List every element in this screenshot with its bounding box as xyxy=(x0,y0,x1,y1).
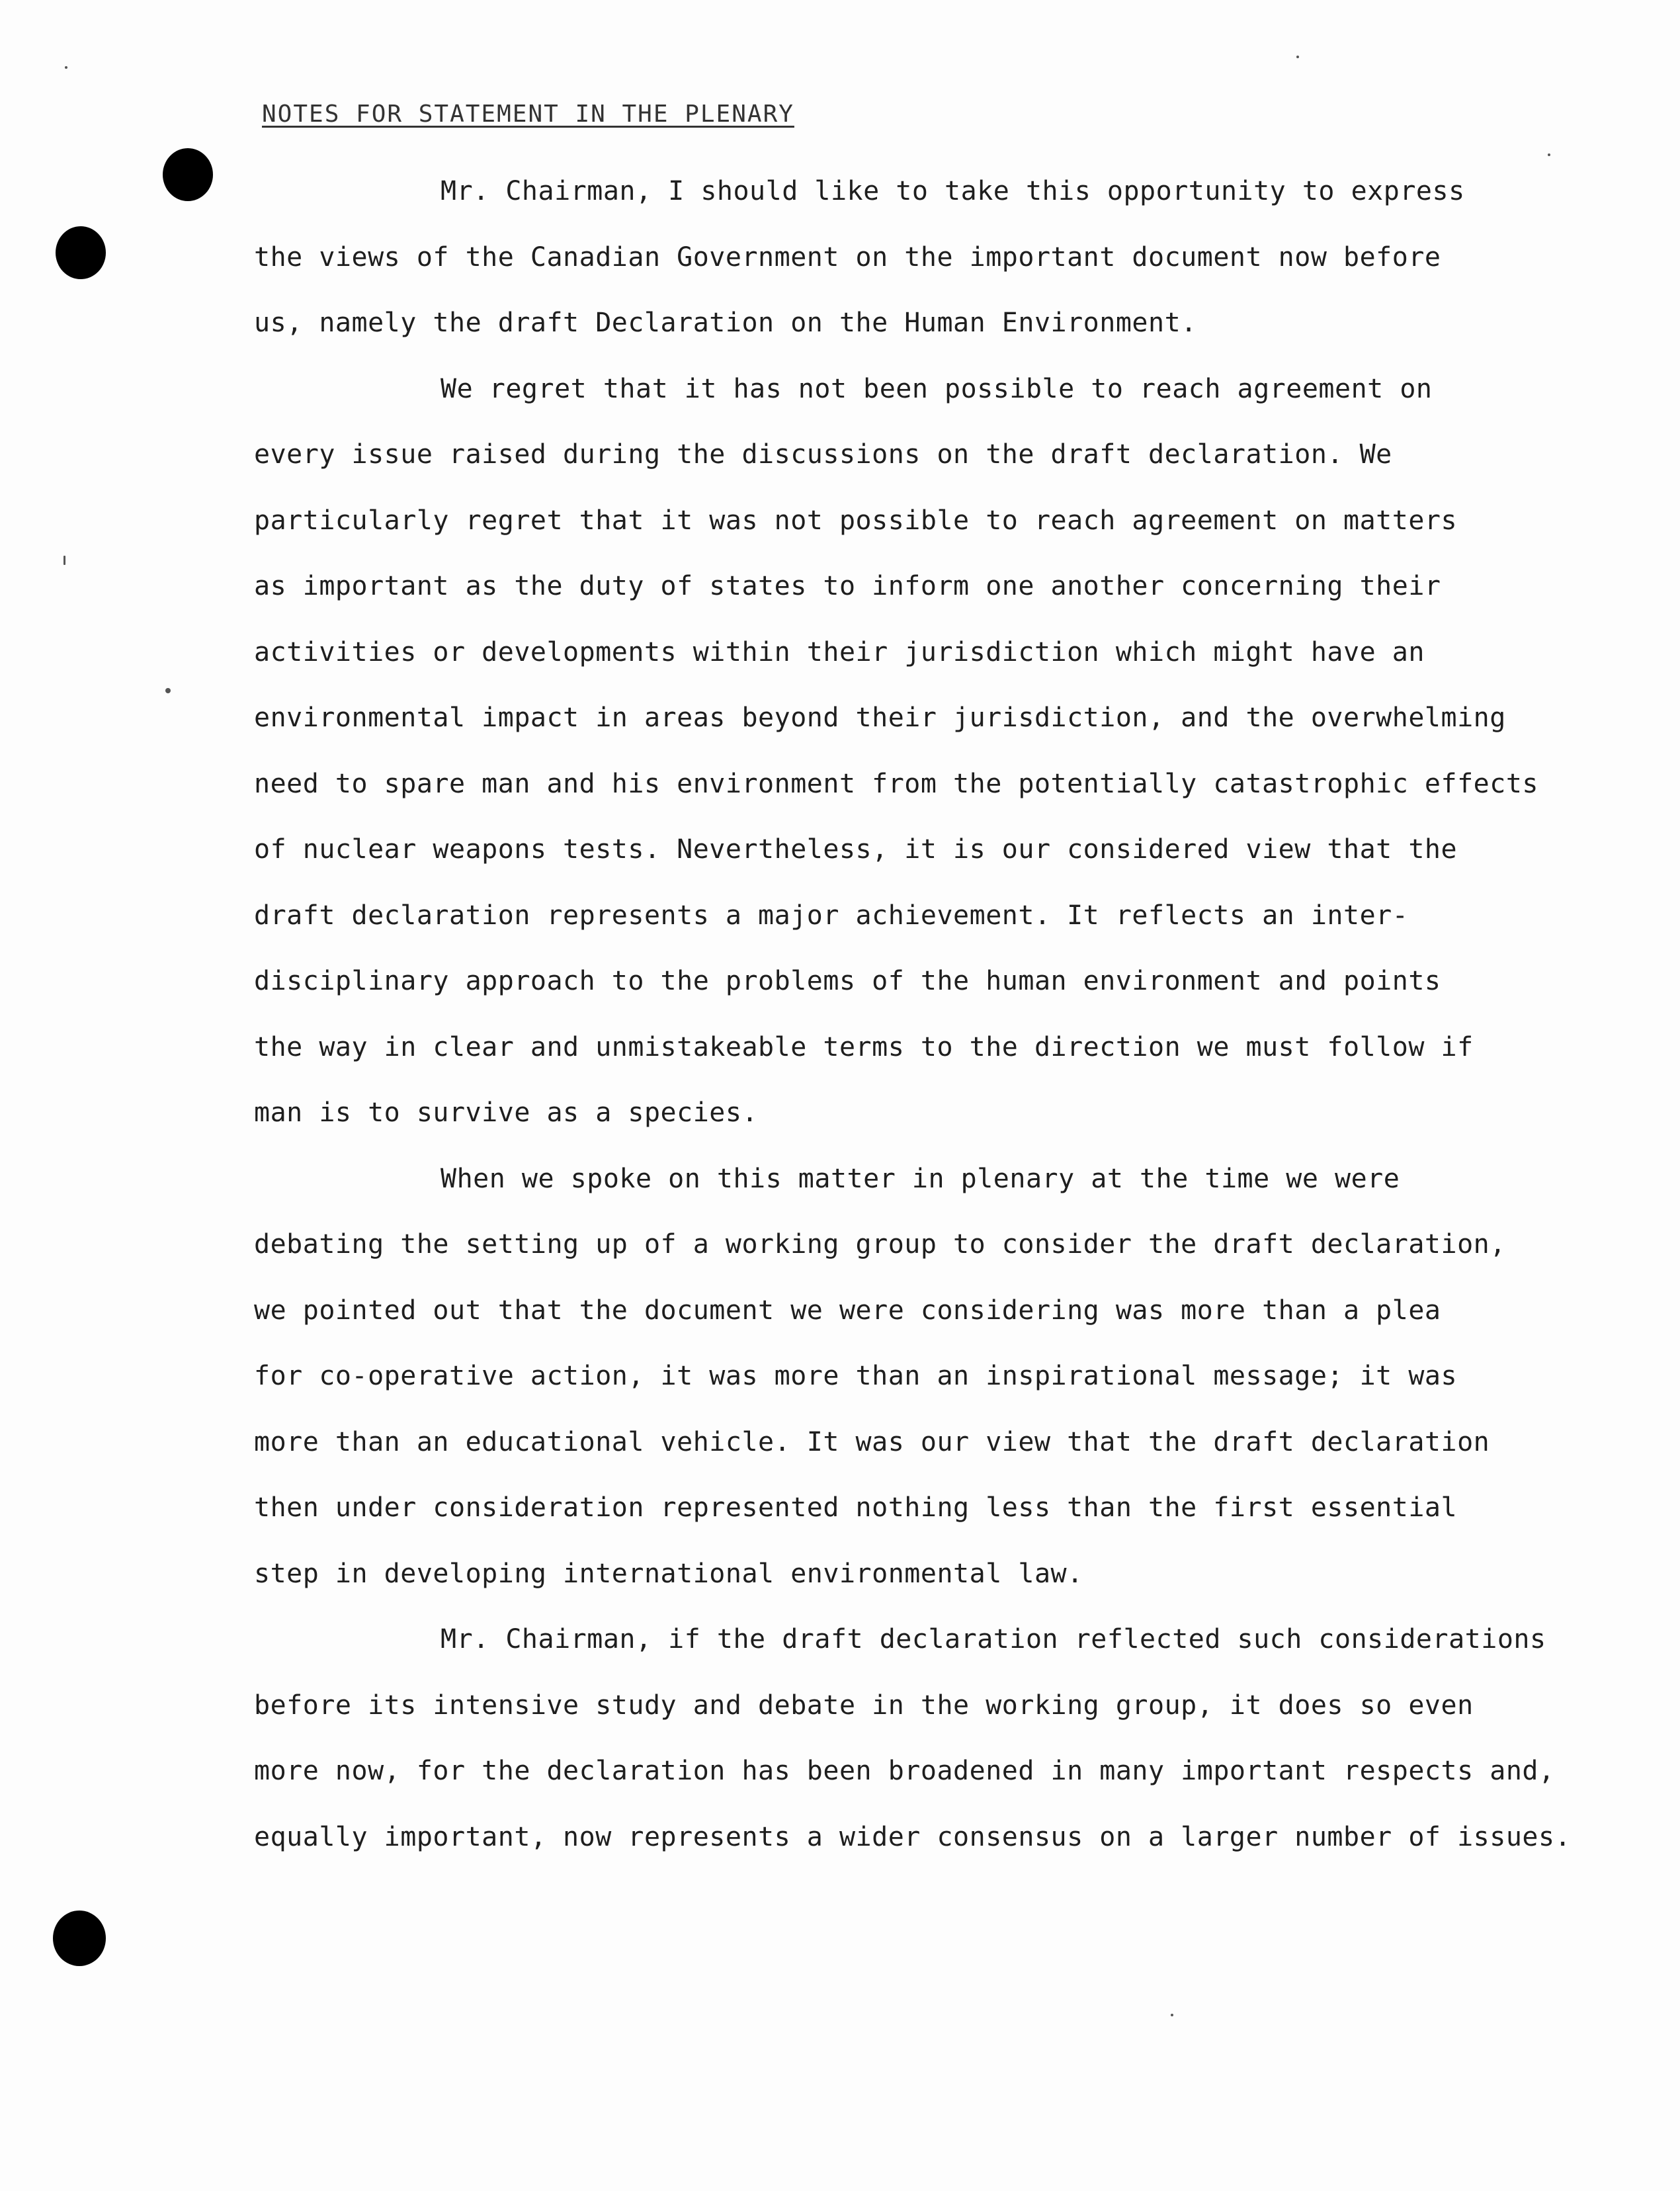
punch-hole xyxy=(53,1911,106,1966)
text-line: us, namely the draft Declaration on the Human Environment. xyxy=(254,308,1197,338)
scan-speck xyxy=(1171,2014,1173,2016)
text-line: We regret that it has not been possible to reach agreement on xyxy=(441,373,1433,404)
text-line: then under consideration represented nothing less than the first essential xyxy=(254,1492,1458,1523)
text-line: environmental impact in areas beyond their jurisdiction, and the overwhelming xyxy=(254,703,1506,733)
text-line: the way in clear and unmistakeable terms to the direction we must follow if xyxy=(254,1031,1474,1062)
paragraph xyxy=(254,159,1617,357)
text-line: before its intensive study and debate in the working group, it does so even xyxy=(254,1690,1474,1721)
text-line: draft declaration represents a major achievement. It reflects an inter- xyxy=(254,900,1409,931)
text-line: When we spoke on this matter in plenary at the time we were xyxy=(441,1163,1400,1194)
paragraph xyxy=(254,1146,1617,1608)
text-line: as important as the duty of states to inform one another concerning their xyxy=(254,571,1441,601)
text-line: step in developing international environmental law. xyxy=(254,1558,1083,1589)
text-line: activities or developments within their jurisdiction which might have an xyxy=(254,636,1425,667)
text-line: of nuclear weapons tests. Nevertheless, it is our considered view that the xyxy=(254,834,1458,865)
text-line: debating the setting up of a working group to consider the draft declaration, xyxy=(254,1229,1506,1260)
text-line: man is to survive as a species. xyxy=(254,1097,759,1128)
document-body xyxy=(254,159,1617,1870)
text-line: for co-operative action, it was more than an inspirational message; it was xyxy=(254,1361,1458,1391)
scan-speck xyxy=(1296,56,1299,58)
punch-hole xyxy=(56,226,106,279)
scan-speck xyxy=(65,66,67,69)
text-line: Mr. Chairman, I should like to take this opportunity to express xyxy=(441,176,1465,206)
paragraph xyxy=(254,357,1617,1146)
text-line: particularly regret that it was not possible to reach agreement on matters xyxy=(254,505,1458,536)
document-heading: NOTES FOR STATEMENT IN THE PLENARY xyxy=(262,101,794,128)
scan-speck xyxy=(165,688,171,693)
scan-speck xyxy=(63,556,65,565)
text-line: we pointed out that the document we were considering was more than a plea xyxy=(254,1295,1441,1326)
text-line: disciplinary approach to the problems of the human environment and points xyxy=(254,966,1441,996)
text-line: more now, for the declaration has been broadened in many important respects and, xyxy=(254,1756,1555,1786)
text-line: equally important, now represents a wider consensus on a larger number of issues. xyxy=(254,1821,1572,1852)
text-line: the views of the Canadian Government on the important document now before xyxy=(254,241,1441,273)
text-line: every issue raised during the discussions on the draft declaration. We xyxy=(254,439,1392,470)
scan-speck xyxy=(1548,153,1550,156)
text-line: need to spare man and his environment from the potentially catastrophic effects xyxy=(254,768,1538,799)
paragraph xyxy=(254,1607,1617,1870)
text-line: Mr. Chairman, if the draft declaration reflected such considerations xyxy=(441,1624,1546,1654)
text-line: more than an educational vehicle. It was our view that the draft declaration xyxy=(254,1426,1490,1457)
punch-hole xyxy=(163,148,213,201)
